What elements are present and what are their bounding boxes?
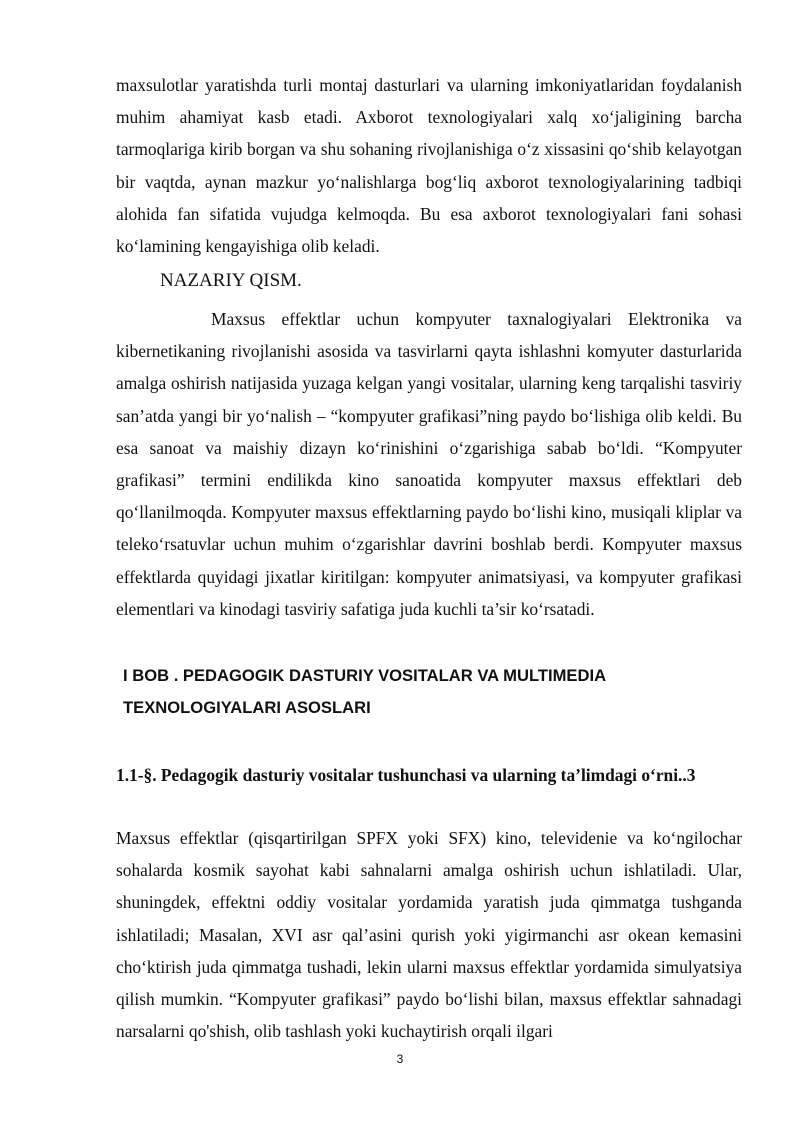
section-paragraph: Maxsus effektlar (qisqartirilgan SPFX yoki SFX) kino, televidenie va ko‘ngilochar sohalarda kosmik sayohat kabi sahnalarni amalga oshirish uchun ishlatiladi. Ular, shuningdek, effektni oddiy vositalar yordamida yaratish juda qimmatga tushganda ishlatiladi; Masalan, XVI asr qal’asini qurish yoki yigirmanchi asr okean kemasini cho‘ktirish juda qimmatga tushadi, lekin ularni maxsus effektlar yordamida simulyatsiya qilish mumkin. “Kompyuter grafikasi” paydo bo‘lishi bilan, maxsus effektlar sahnadagi narsalarni qo'shish, olib tashlash yoki kuchaytirish orqali ilgari bbox=[116, 828, 742, 1042]
chapter-heading-line-1: I BOB . PEDAGOGIK DASTURIY VOSITALAR VA MULTIMEDIA bbox=[123, 666, 607, 685]
chapter-heading bbox=[123, 660, 743, 724]
theory-paragraph-text: Maxsus effektlar uchun kompyuter taxnalogiyalari Elektronika va kibernetikaning rivojlanishi asosida va tasvirlarni qayta ishlashni komyuter dasturlarida amalga oshirish natijasida yuzaga kelgan yangi vositalar, ularning keng tarqalishi tasviriy san’atda yangi bir yo‘nalish – “kompyuter grafikasi”ning paydo bo‘lishiga olib keldi. Bu esa sanoat va maishiy dizayn ko‘rinishini o‘zgarishiga sabab bo‘ldi. “Kompyuter grafikasi” termini endilikda kino sanoatida kompyuter maxsus effektlari deb qo‘llanilmoqda. Kompyuter maxsus effektlarning paydo bo‘lishi kino, musiqali kliplar va teleko‘rsatuvlar uchun muhim o‘zgarishlar davrini boshlab berdi. Kompyuter maxsus effektlarda quyidagi jixatlar kiritilgan: kompyuter animatsiyasi, va kompyuter grafikasi elementlari va kinodagi tasviriy safatiga juda kuchli ta’sir ko‘rsatadi. bbox=[116, 309, 742, 619]
theory-paragraph bbox=[116, 303, 742, 625]
section-heading: 1.1-§. Pedagogik dasturiy vositalar tushunchasi va ularning ta’limdagi o‘rni..3 bbox=[116, 765, 696, 785]
theory-heading: NAZARIY QISM. bbox=[160, 270, 302, 291]
chapter-heading-line-2: TEXNOLOGIYALARI ASOSLARI bbox=[123, 698, 371, 717]
intro-paragraph: maxsulotlar yaratishda turli montaj dasturlari va ularning imkoniyatlaridan foydalanish muhim ahamiyat kasb etadi. Axborot texnologiyalari xalq xo‘jaligining barcha tarmoqlariga kirib borgan va shu sohaning rivojlanishiga o‘z xissasini qo‘shib kelayotgan bir vaqtda, aynan mazkur yo‘nalishlarga bog‘liq axborot texnologiyalarining tadbiqi alohida fan sifatida vujudga kelmoqda. Bu esa axborot texnologiyalari fani sohasi ko‘lamining kengayishiga olib keladi. bbox=[116, 75, 742, 257]
page-number: 3 bbox=[396, 1052, 404, 1066]
